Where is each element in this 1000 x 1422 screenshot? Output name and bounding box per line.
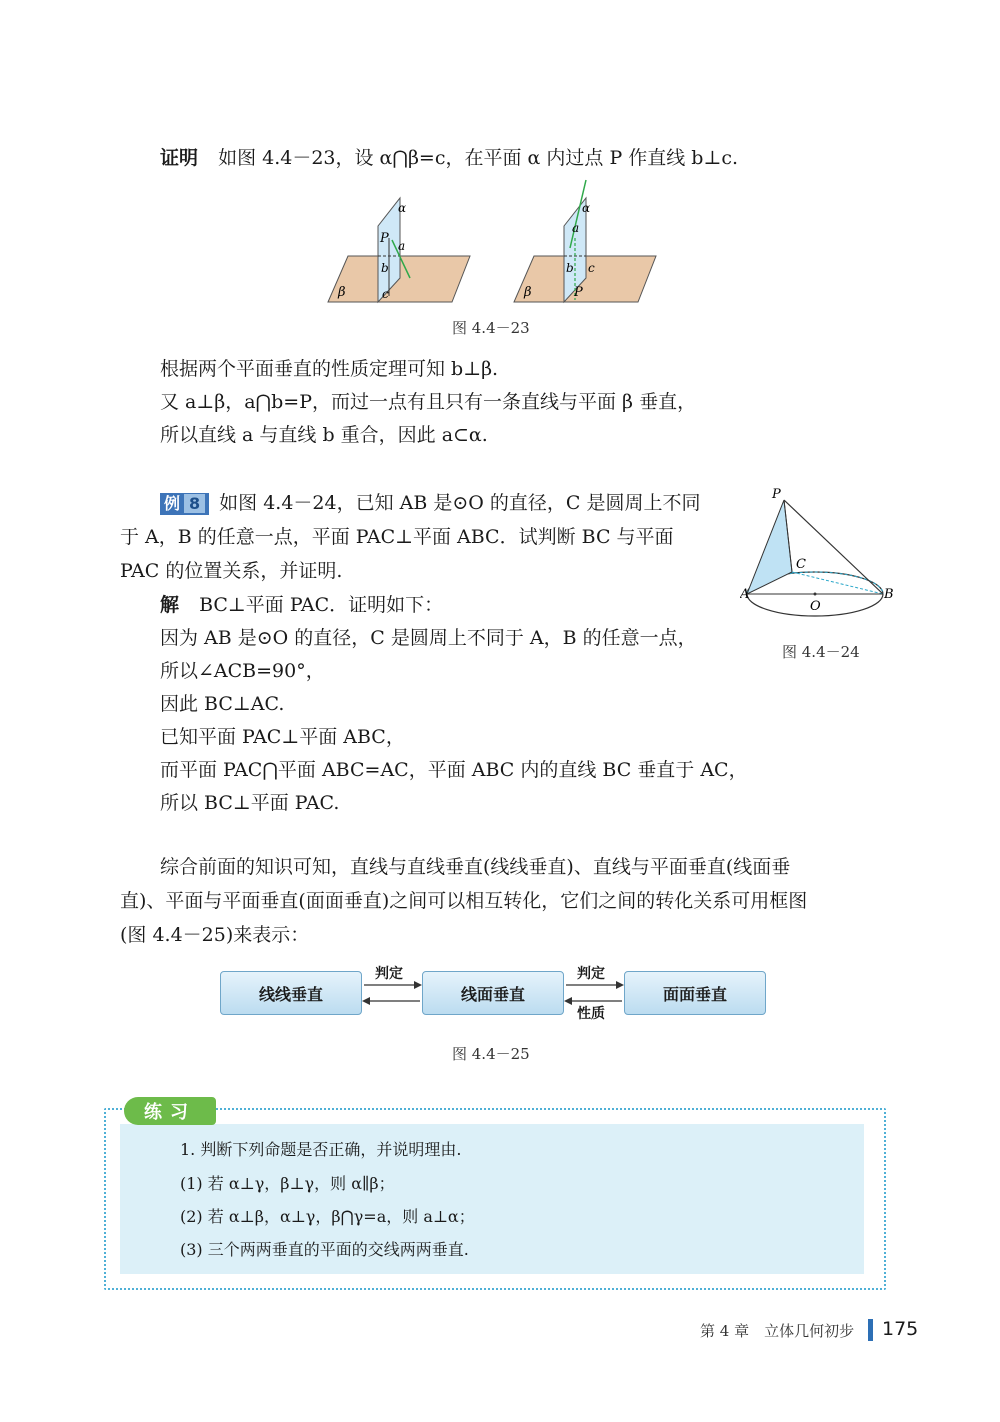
footer-chapter: 第 4 章 立体几何初步 <box>700 1322 855 1340</box>
fig23-right <box>514 180 656 302</box>
line-CB <box>792 572 883 594</box>
practice-item-3: (3) 三个两两垂直的平面的交线两两垂直. <box>180 1240 469 1259</box>
label-B: B <box>884 587 894 602</box>
example-line-1 <box>160 488 700 518</box>
practice-item-2: (2) 若 α⊥β，α⊥γ，β⋂γ=a，则 a⊥α； <box>180 1207 475 1226</box>
proof-label: 证明 <box>160 147 199 169</box>
label-beta: β <box>338 285 346 300</box>
solution-first-line <box>160 590 443 620</box>
label-P: P <box>772 487 781 502</box>
label-C: C <box>796 557 806 572</box>
footer-bar <box>868 1319 873 1341</box>
solution-line-5: 而平面 PAC⋂平面 ABC=AC，平面 ABC 内的直线 BC 垂直于 AC， <box>160 759 748 781</box>
arrow-label-judge-2: 判定 <box>577 966 605 982</box>
box-line-plane-perpendicular: 线面垂直 <box>422 971 564 1015</box>
solution-line-4: 已知平面 PAC⊥平面 ABC， <box>160 726 405 748</box>
arrow-label-judge-1: 判定 <box>375 966 403 982</box>
example-text-1: 如图 4.4－24，已知 AB 是⊙O 的直径，C 是圆周上不同 <box>219 492 701 514</box>
arrow-1-left-head <box>362 997 370 1005</box>
line-PB <box>784 500 883 594</box>
label-a: a <box>398 239 406 253</box>
example-line-2: 于 A，B 的任意一点，平面 PAC⊥平面 ABC．试判断 BC 与平面 <box>120 526 674 548</box>
arrow-2-right-head <box>616 981 624 989</box>
example-line-3: PAC 的位置关系，并证明. <box>120 560 343 582</box>
proof-line-2: 又 a⊥β，a⋂b=P，而过一点有且只有一条直线与平面 β 垂直， <box>160 391 697 413</box>
label-alpha: α <box>398 201 407 215</box>
practice-item-1: (1) 若 α⊥γ，β⊥γ，则 α∥β； <box>180 1174 395 1193</box>
practice-tab: 练习 <box>124 1097 216 1125</box>
summary-line-3: (图 4.4－25)来表示： <box>120 924 310 946</box>
proof-line <box>160 143 738 173</box>
label-c: c <box>382 287 389 301</box>
figure-4-4-23 <box>320 178 680 308</box>
page-number: 175 <box>882 1318 919 1340</box>
label-beta: β <box>524 285 532 300</box>
summary-line-1: 综合前面的知识可知，直线与直线垂直(线线垂直)、直线与平面垂直(线面垂 <box>160 856 791 878</box>
label-b: b <box>381 261 389 275</box>
label-P: P <box>574 285 583 300</box>
solution-label: 解 <box>160 594 180 616</box>
label-alpha: α <box>582 201 591 215</box>
solution-first: BC⊥平面 PAC．证明如下： <box>199 594 444 616</box>
label-P: P <box>380 231 389 246</box>
proof-line-3: 所以直线 a 与直线 b 重合，因此 a⊂α. <box>160 424 488 446</box>
point-O <box>814 593 817 596</box>
fig24-caption: 图 4.4－24 <box>782 643 860 661</box>
label-a: a <box>572 221 580 235</box>
box-plane-plane-perpendicular: 面面垂直 <box>624 971 766 1015</box>
fig25-caption: 图 4.4－25 <box>452 1045 530 1063</box>
example-badge <box>160 493 209 515</box>
solution-line-1: 因为 AB 是⊙O 的直径，C 是圆周上不同于 A，B 的任意一点， <box>160 627 697 649</box>
fig23-caption: 图 4.4－23 <box>452 319 530 337</box>
summary-line-2: 直)、平面与平面垂直(面面垂直)之间可以相互转化，它们之间的转化关系可用框图 <box>120 890 808 912</box>
label-A: A <box>740 587 750 602</box>
label-c: c <box>588 261 595 275</box>
practice-question-1: 1. 判断下列命题是否正确，并说明理由. <box>180 1140 462 1159</box>
figure-4-4-24 <box>740 482 910 632</box>
example-number: 8 <box>184 494 205 513</box>
label-O: O <box>810 599 821 614</box>
proof-line-1: 根据两个平面垂直的性质定理可知 b⊥β. <box>160 358 499 380</box>
box-line-line-perpendicular: 线线垂直 <box>220 971 362 1015</box>
arrow-1-right-head <box>414 981 422 989</box>
example-badge-label: 例 <box>164 494 181 513</box>
arrow-2-left-head <box>564 997 572 1005</box>
solution-line-6: 所以 BC⊥平面 PAC. <box>160 792 340 814</box>
label-b: b <box>566 261 574 275</box>
fig23-left <box>328 198 470 302</box>
arrow-label-property: 性质 <box>577 1006 605 1022</box>
solution-line-3: 因此 BC⊥AC. <box>160 693 285 715</box>
proof-text: 如图 4.4－23，设 α⋂β=c，在平面 α 内过点 P 作直线 b⊥c. <box>218 147 739 169</box>
solution-line-2: 所以∠ACB=90°， <box>160 660 325 682</box>
